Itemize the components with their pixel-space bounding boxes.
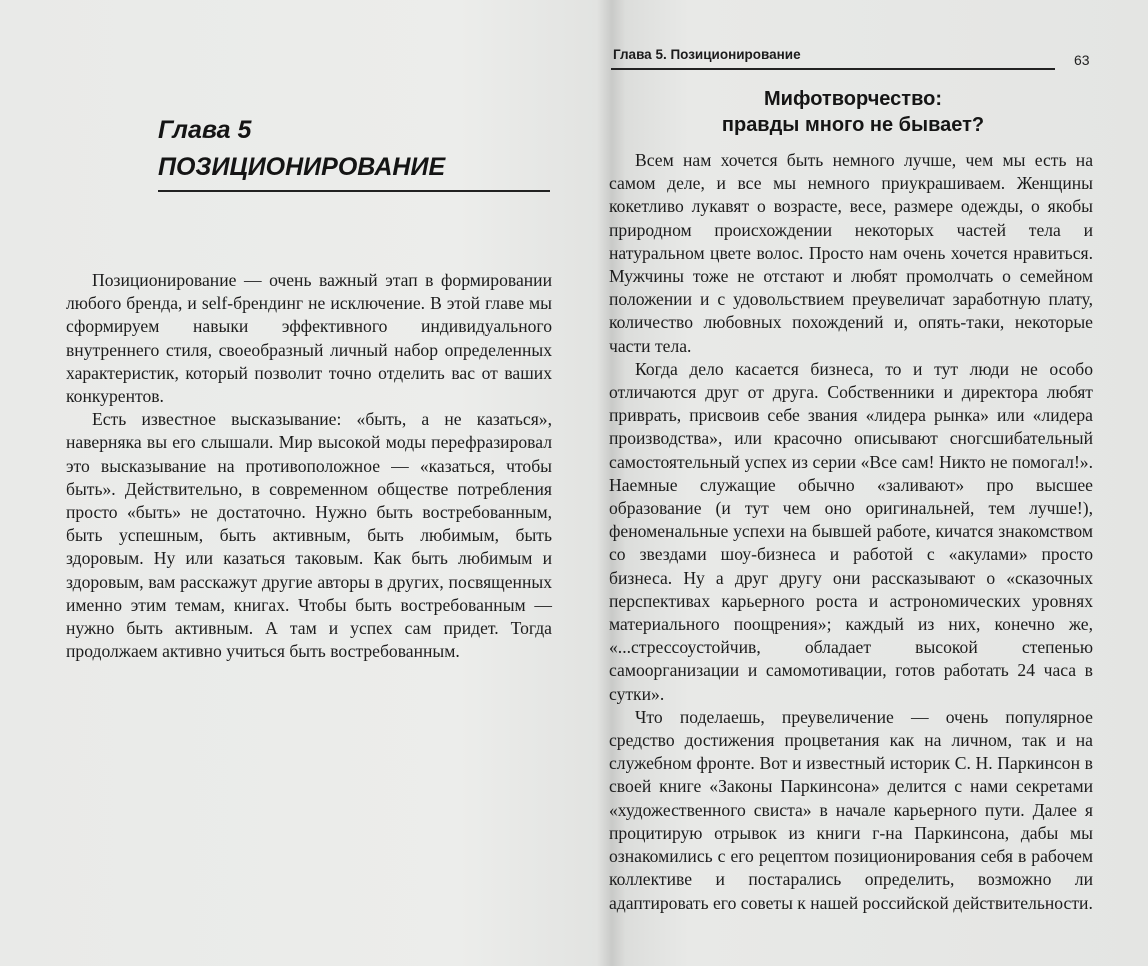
chapter-title: ПОЗИЦИОНИРОВАНИЕ — [158, 153, 446, 181]
paragraph: Всем нам хочется быть немного лучше, чем мы есть на самом деле, и все мы немного приукрашиваем. Женщины кокетливо лукавят о возрасте, весе, размере одежды, о якобы природном происхождении некоторых частей тела и натуральном цвете волос. Просто нам очень хочется нравиться. Мужчины тоже не отстают и любят промолчать о семейном положении и с удовольствием преувеличат заработную плату, количество любовных похождений и, опять-таки, некоторые части тела. — [609, 150, 1093, 356]
page-number: 63 — [1074, 52, 1090, 68]
chapter-heading — [158, 112, 445, 186]
running-head: Глава 5. Позиционирование — [613, 47, 801, 62]
section-title-line-1: Мифотворчество: — [764, 88, 942, 110]
chapter-label: Глава 5 — [158, 116, 252, 144]
section-title — [613, 86, 1093, 138]
paragraph: Есть известное высказывание: «быть, а не казаться», наверняка вы его слышали. Мир высокой моды перефразировал это высказывание на противоположное — «казаться, чтобы быть». Действительно, в современном обществе потребления просто «быть» не достаточно. Нужно быть востребованным, быть успешным, быть активным, быть любимым, быть здоровым. Ну или казаться таковым. Как быть любимым и здоровым, вам расскажут другие авторы в других, посвященных именно этим темам, книгах. Чтобы быть востребованным — нужно быть активным. А там и успех сам придет. Тогда продолжаем активно учиться быть востребованным. — [66, 409, 552, 662]
section-title-line-2: правды много не бывает? — [721, 114, 985, 136]
chapter-rule-divider — [158, 190, 550, 192]
paragraph: Что поделаешь, преувеличение — очень популярное средство достижения процветания как на личном, так и на служебном фронте. Вот и известный историк С. Н. Паркинсон в своей книге «Законы Паркинсона» делится с нами секретами «художественного свиста» в начале карьерного пути. Далее я процитирую отрывок из книги г-на Паркинсона, дабы мы ознакомились с его рецептом позиционирования себя в рабочем коллективе и постарались определить, возможно ли адаптировать его советы к нашей российской действительности. — [609, 706, 1093, 913]
running-head-rule — [611, 68, 1055, 70]
left-page-body — [66, 269, 552, 663]
right-page-body — [609, 149, 1093, 915]
paragraph: Когда дело касается бизнеса, то и тут люди не особо отличаются друг от друга. Собственники и директора любят приврать, присвоив себе звания «лидера рынка» или «лидера производства», или красочно описывают сногсшибательный самостоятельный успех из серии «Все сам! Никто не помогал!». Наемные служащие обычно «заливают» про высшее образование (и тут чем оно оригинальней, тем лучше!), феноменальные успехи на бывшей работе, кичатся знакомством со звездами шоу-бизнеса и работой с «акулами» просто бизнеса. Ну а друг другу они рассказывают о «сказочных перспективах карьерного роста и астрономических уровнях материального поощрения»; каждый из них, конечно же, «...стрессоустойчив, обладает высокой степенью самоорганизации и самомотивации, готов работать 24 часа в сутки». — [609, 358, 1093, 704]
paragraph: Позиционирование — очень важный этап в формировании любого бренда, и self-брендинг не исключение. В этой главе мы сформируем навыки эффективного индивидуального внутреннего стиля, своеобразный личный набор определенных характеристик, который позволит точно отделить вас от ваших конкурентов. — [66, 270, 552, 407]
